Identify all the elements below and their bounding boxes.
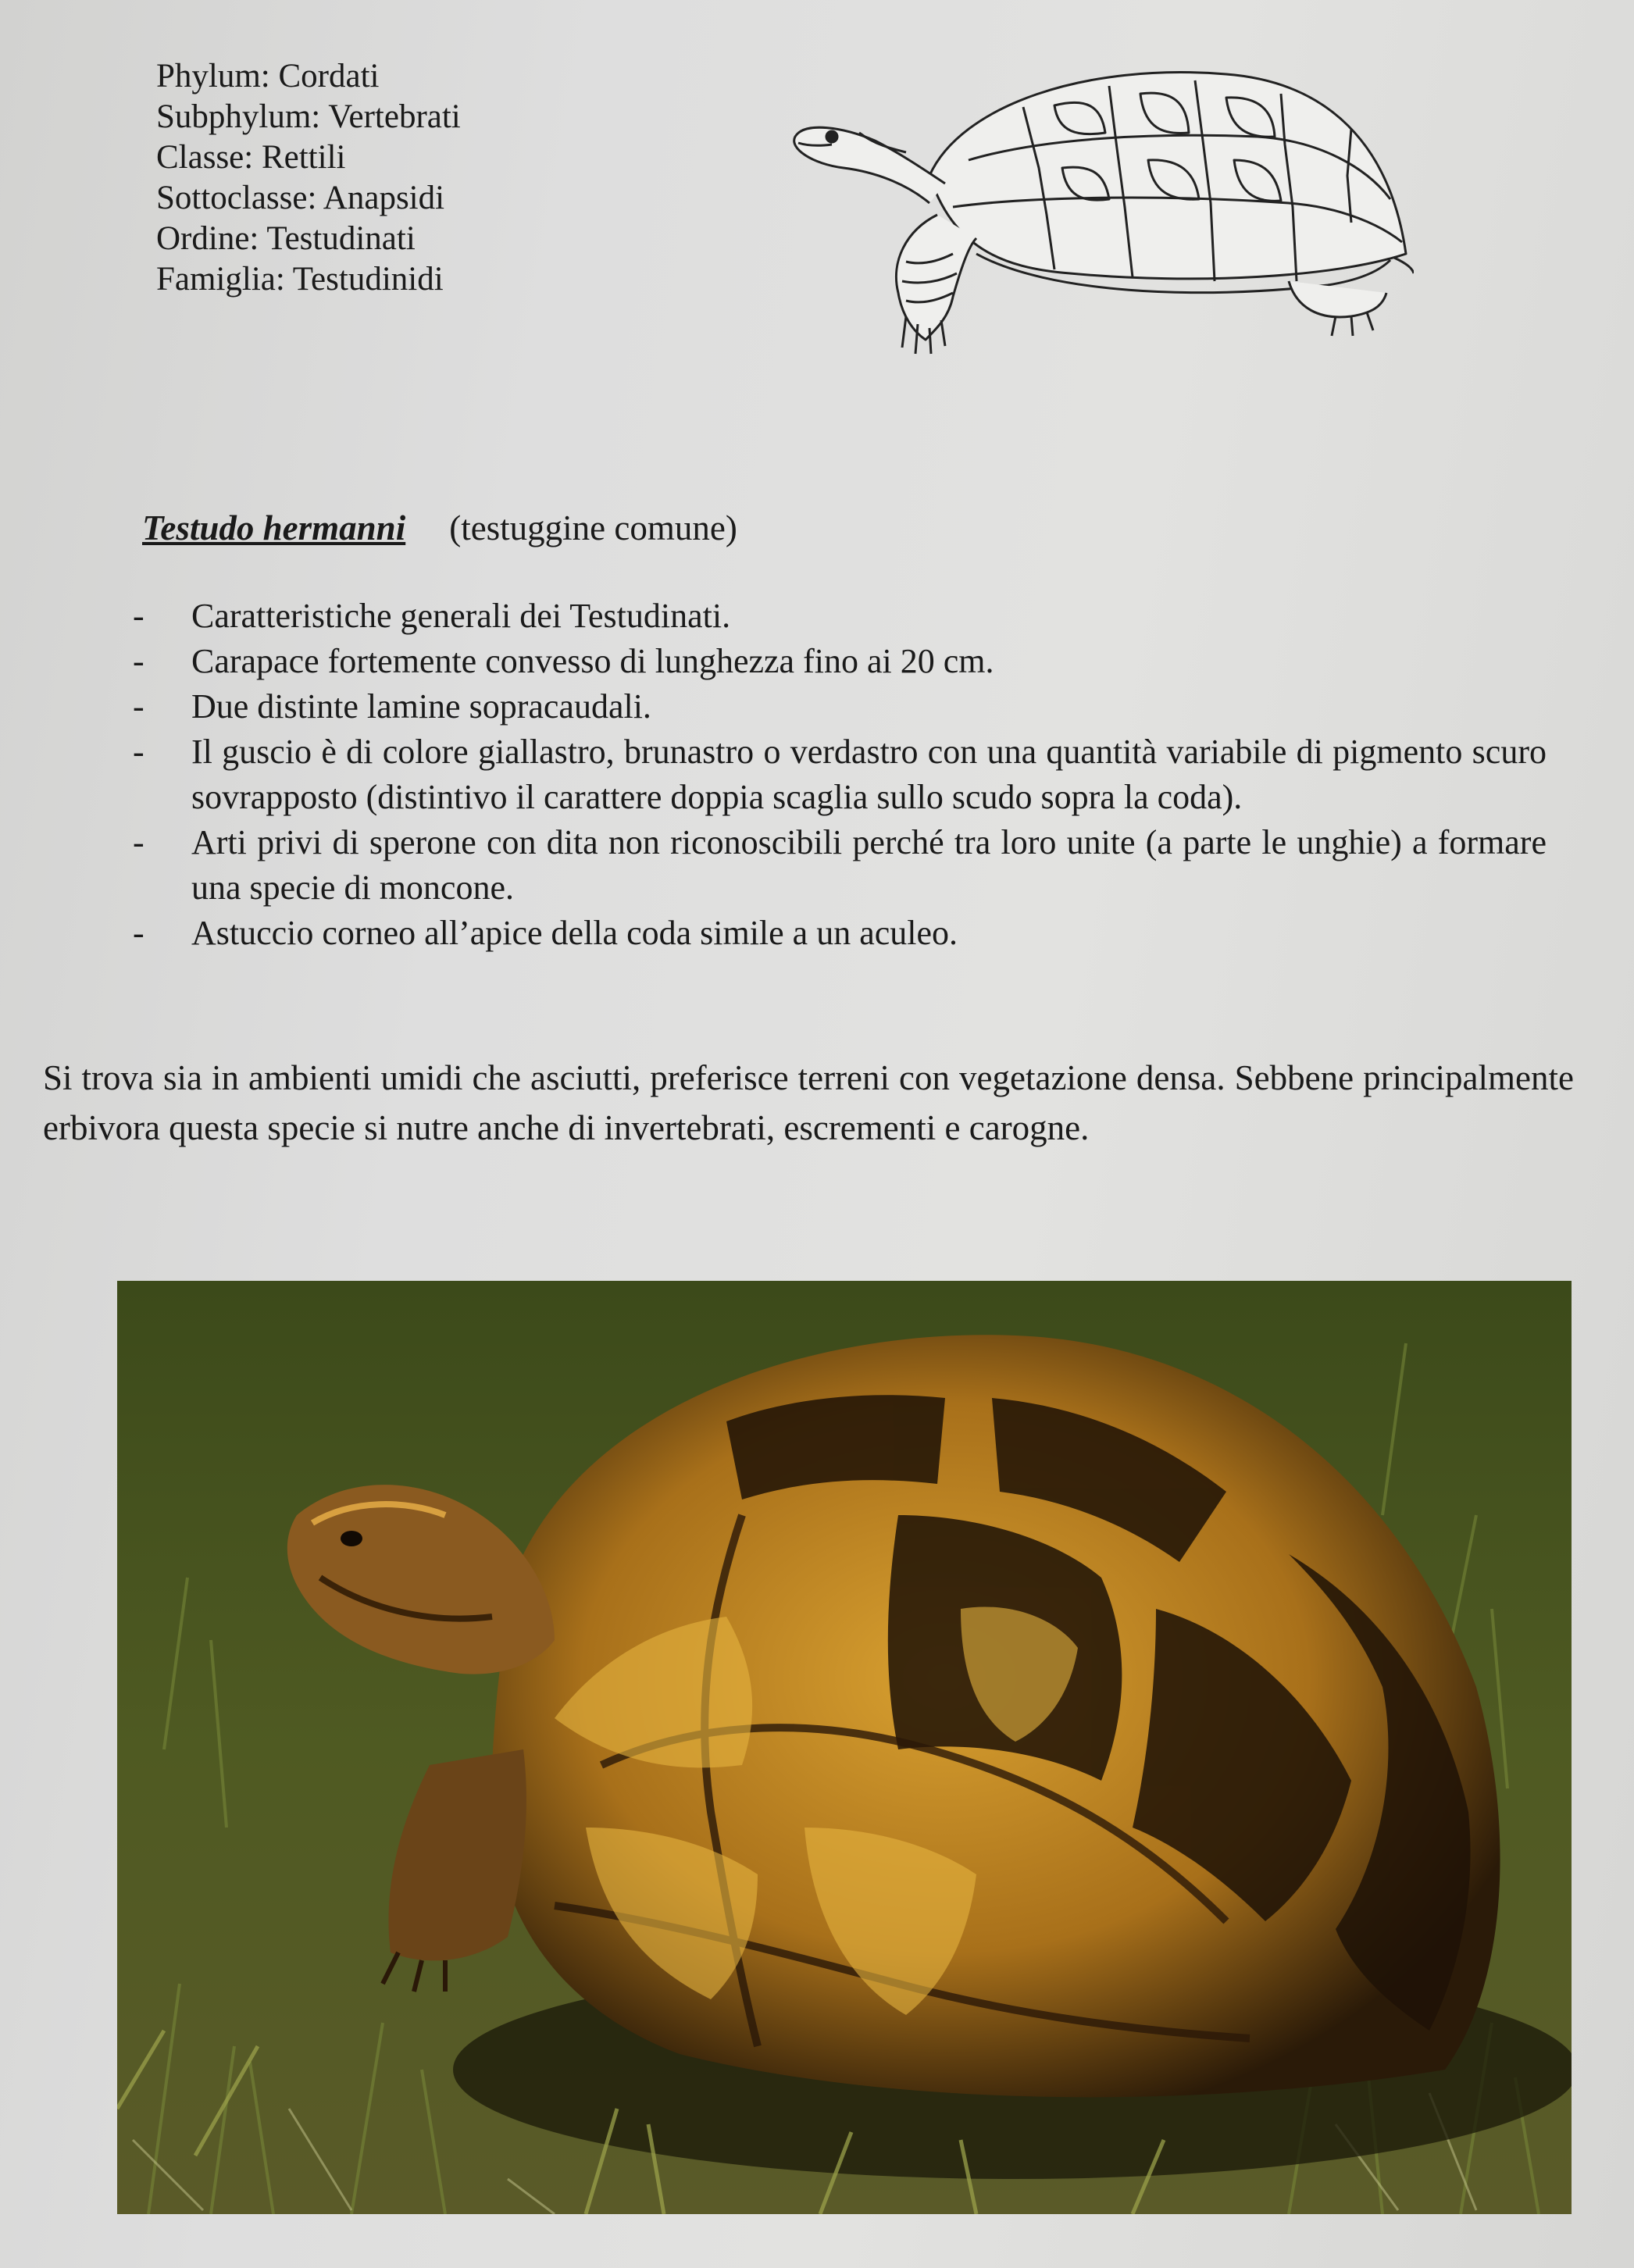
taxonomy-phylum: Phylum: Cordati (156, 58, 380, 94)
taxonomy-subphylum: Subphylum: Vertebrati (156, 98, 461, 135)
bullet-dash: - (133, 597, 144, 635)
list-item: - Il guscio è di colore giallastro, brunastro o verdastro con una quantità variabile di pigmento scuro sovrapposto (distintivo il carattere doppia scaglia sullo scudo sopra la coda). (117, 729, 1547, 820)
bullet-dash: - (133, 687, 144, 726)
habitat-paragraph: Si trova sia in ambienti umidi che asciutti, preferisce terreni con vegetazione densa. Sebbene principalmente erbivora questa specie si nutre anche di invertebrati, escrementi e carogne. (43, 1058, 1574, 1147)
taxonomy-order: Ordine: Testudinati (156, 220, 416, 257)
bullet-dash: - (133, 823, 144, 861)
bullet-dash: - (133, 642, 144, 680)
tortoise-photo (117, 1281, 1572, 2214)
taxonomy-class: Classe: Rettili (156, 139, 346, 176)
common-name: (testuggine comune) (449, 508, 737, 547)
tortoise-drawing (789, 59, 1414, 355)
list-item: - Due distinte lamine sopracaudali. (117, 684, 1547, 729)
list-item: - Arti privi di sperone con dita non riconoscibili perché tra loro unite (a parte le unghie) a formare una specie di moncone. (117, 820, 1547, 911)
list-item: - Astuccio corneo all’apice della coda simile a un aculeo. (117, 911, 1547, 956)
characteristics-list (117, 594, 1547, 956)
taxonomy-list (156, 56, 461, 300)
species-heading (142, 508, 737, 548)
list-item: - Caratteristiche generali dei Testudinati. (117, 594, 1547, 639)
taxonomy-subclass: Sottoclasse: Anapsidi (156, 180, 445, 216)
list-item: - Carapace fortemente convesso di lunghezza fino ai 20 cm. (117, 639, 1547, 684)
scientific-name: Testudo hermanni (142, 508, 406, 547)
bullet-dash: - (133, 914, 144, 952)
taxonomy-family: Famiglia: Testudinidi (156, 261, 444, 298)
bullet-dash: - (133, 733, 144, 771)
